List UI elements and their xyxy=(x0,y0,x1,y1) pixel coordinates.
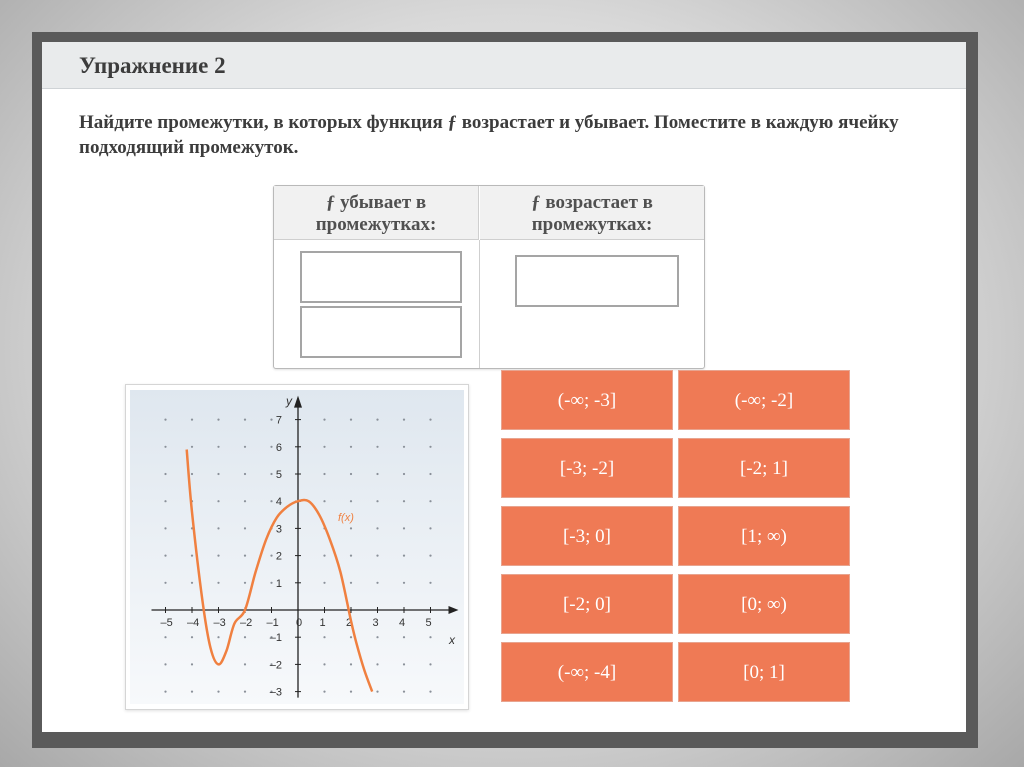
y-tick-label: –1 xyxy=(269,632,282,645)
grid-dot xyxy=(403,582,405,584)
title-bar xyxy=(42,42,966,89)
x-tick-label: 3 xyxy=(372,617,379,629)
grid-dot xyxy=(376,636,378,638)
grid-dot xyxy=(429,527,431,529)
decreasing-drop-slot-1[interactable] xyxy=(300,251,462,303)
x-tick-label: 4 xyxy=(399,617,406,629)
grid-dot xyxy=(323,446,325,448)
grid-dot xyxy=(403,446,405,448)
grid-dot xyxy=(217,636,219,638)
grid-dot xyxy=(350,527,352,529)
curve-label: f(x) xyxy=(338,512,354,524)
y-tick-label: 5 xyxy=(275,469,282,481)
grid-dot xyxy=(191,636,193,638)
grid-dot xyxy=(350,663,352,665)
grid-dot xyxy=(217,555,219,557)
y-tick-label: 4 xyxy=(275,496,282,509)
grid-dot xyxy=(270,582,272,584)
x-tick-label: –3 xyxy=(213,617,226,629)
grid-dot xyxy=(191,582,193,584)
grid-dot xyxy=(270,446,272,448)
x-tick-label: –1 xyxy=(266,617,279,629)
y-tick-label: 7 xyxy=(275,414,282,427)
grid-dot xyxy=(323,691,325,693)
grid-dot xyxy=(164,691,166,693)
grid-dot xyxy=(429,419,431,421)
answer-table xyxy=(273,185,705,369)
grid-dot xyxy=(270,555,272,557)
x-tick-label: –4 xyxy=(187,617,200,629)
grid-dot xyxy=(244,500,246,502)
grid-dot xyxy=(191,691,193,693)
y-axis-label: y xyxy=(286,394,292,408)
x-tick-label: 0 xyxy=(296,617,303,629)
grid-dot xyxy=(429,582,431,584)
grid-dot xyxy=(191,473,193,475)
y-tick-label: 6 xyxy=(275,441,282,454)
grid-dot xyxy=(403,527,405,529)
interval-tile[interactable]: [0; ∞) xyxy=(678,574,850,634)
y-tick-label: 2 xyxy=(275,550,282,563)
grid-dot xyxy=(376,473,378,475)
interval-tile[interactable]: [1; ∞) xyxy=(678,506,850,566)
grid-dot xyxy=(217,500,219,502)
grid-dot xyxy=(164,527,166,529)
y-tick-label: 3 xyxy=(275,523,282,536)
grid-dot xyxy=(376,663,378,665)
exercise-slide xyxy=(42,42,966,732)
grid-dot xyxy=(376,582,378,584)
grid-dot xyxy=(376,555,378,557)
grid-dot xyxy=(164,663,166,665)
column-divider xyxy=(479,240,480,368)
grid-dot xyxy=(270,419,272,421)
grid-dot xyxy=(164,636,166,638)
grid-dot xyxy=(403,500,405,502)
increasing-drop-slot-1[interactable] xyxy=(515,255,679,307)
x-tick-label: –2 xyxy=(240,617,253,629)
interval-tile[interactable]: (-∞; -3] xyxy=(501,370,673,430)
grid-dot xyxy=(350,446,352,448)
decreasing-header: ƒ убывает в промежутках: xyxy=(274,186,479,240)
grid-dot xyxy=(244,691,246,693)
grid-dot xyxy=(244,446,246,448)
grid-dot xyxy=(164,500,166,502)
grid-dot xyxy=(323,473,325,475)
grid-dot xyxy=(191,555,193,557)
y-tick-label: 1 xyxy=(275,577,282,590)
exercise-title: Упражнение 2 xyxy=(79,53,226,78)
grid-dot xyxy=(429,636,431,638)
grid-dot xyxy=(217,527,219,529)
grid-dot xyxy=(217,473,219,475)
grid-dot xyxy=(429,555,431,557)
grid-dot xyxy=(403,473,405,475)
grid-dot xyxy=(350,555,352,557)
grid-dot xyxy=(244,663,246,665)
grid-dot xyxy=(403,419,405,421)
grid-dot xyxy=(191,663,193,665)
grid-dot xyxy=(244,636,246,638)
interval-tile[interactable]: [-2; 1] xyxy=(678,438,850,498)
grid-dot xyxy=(244,555,246,557)
grid-dot xyxy=(429,500,431,502)
grid-dot xyxy=(376,527,378,529)
grid-dot xyxy=(164,555,166,557)
grid-dot xyxy=(376,419,378,421)
grid-dot xyxy=(323,582,325,584)
grid-dot xyxy=(323,500,325,502)
grid-dot xyxy=(403,691,405,693)
decreasing-drop-slot-2[interactable] xyxy=(300,306,462,358)
grid-dot xyxy=(164,582,166,584)
grid-dot xyxy=(350,636,352,638)
x-tick-label: 2 xyxy=(346,617,353,629)
grid-dot xyxy=(429,663,431,665)
function-graph xyxy=(125,384,469,710)
interval-tile[interactable]: [0; 1] xyxy=(678,642,850,702)
grid-dot xyxy=(403,636,405,638)
grid-dot xyxy=(376,691,378,693)
grid-dot xyxy=(217,419,219,421)
grid-dot xyxy=(164,419,166,421)
grid-dot xyxy=(164,473,166,475)
grid-dot xyxy=(191,419,193,421)
plot-background xyxy=(130,390,464,704)
grid-dot xyxy=(244,527,246,529)
grid-dot xyxy=(323,636,325,638)
grid-dot xyxy=(376,446,378,448)
y-tick-label: –3 xyxy=(269,686,282,699)
interval-tile[interactable]: [-3; -2] xyxy=(501,438,673,498)
grid-dot xyxy=(429,473,431,475)
grid-dot xyxy=(217,446,219,448)
grid-dot xyxy=(429,691,431,693)
grid-dot xyxy=(323,419,325,421)
interval-tile[interactable]: [-2; 0] xyxy=(501,574,673,634)
grid-dot xyxy=(350,473,352,475)
grid-dot xyxy=(244,419,246,421)
increasing-header: ƒ возрастает в промежутках: xyxy=(480,186,704,240)
grid-dot xyxy=(217,691,219,693)
grid-dot xyxy=(270,500,272,502)
x-tick-label: –5 xyxy=(160,617,173,629)
grid-dot xyxy=(323,555,325,557)
interval-tile[interactable]: [-3; 0] xyxy=(501,506,673,566)
grid-dot xyxy=(350,419,352,421)
interval-tile[interactable]: (-∞; -2] xyxy=(678,370,850,430)
interval-tile[interactable]: (-∞; -4] xyxy=(501,642,673,702)
grid-dot xyxy=(270,473,272,475)
grid-dot xyxy=(403,555,405,557)
grid-dot xyxy=(164,446,166,448)
grid-dot xyxy=(350,500,352,502)
y-tick-label: –2 xyxy=(269,659,282,672)
x-axis-label: x xyxy=(449,633,455,647)
grid-dot xyxy=(217,582,219,584)
grid-dot xyxy=(244,582,246,584)
grid-dot xyxy=(403,663,405,665)
grid-dot xyxy=(244,473,246,475)
grid-dot xyxy=(191,446,193,448)
x-tick-label: 5 xyxy=(425,617,432,629)
instruction-text: Найдите промежутки, в которых функция ƒ возрастает и убывает. Поместите в каждую ячейку подходящий промежуток. xyxy=(79,112,899,158)
grid-dot xyxy=(429,446,431,448)
x-tick-label: 1 xyxy=(319,617,326,629)
graph-canvas xyxy=(126,385,468,709)
grid-dot xyxy=(323,663,325,665)
grid-dot xyxy=(350,691,352,693)
grid-dot xyxy=(350,582,352,584)
grid-dot xyxy=(376,500,378,502)
